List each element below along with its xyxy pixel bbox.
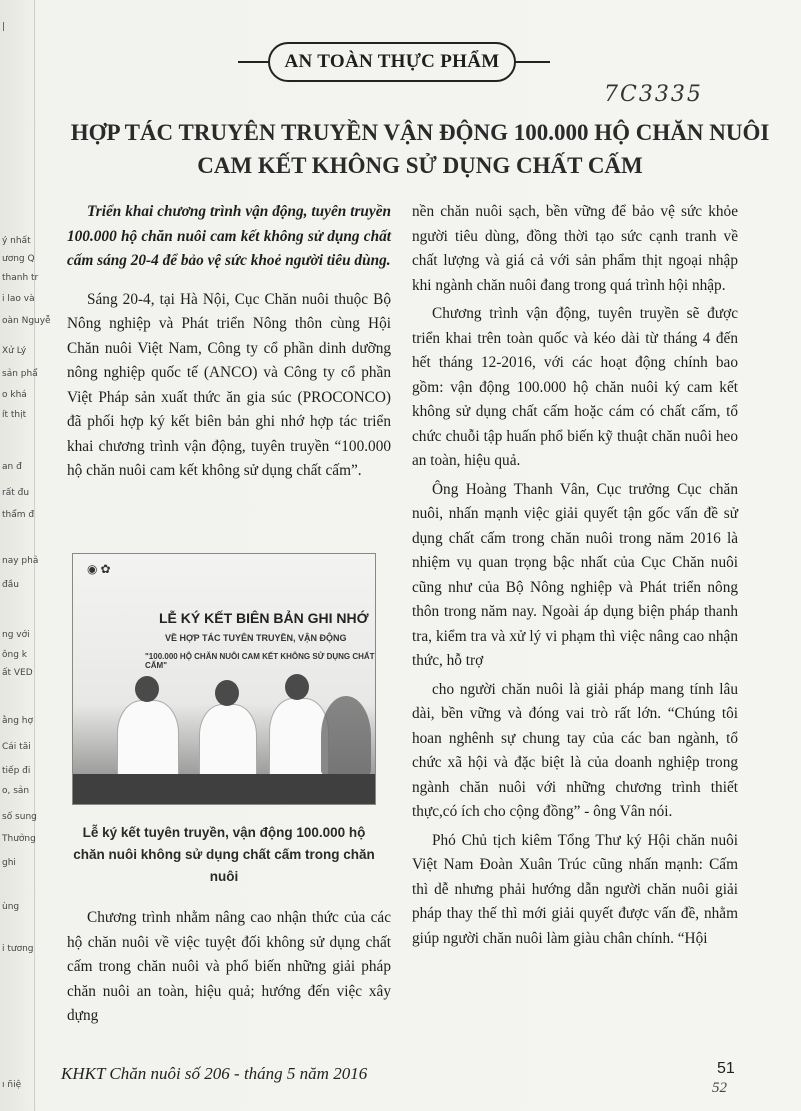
sponsor-logos: ◉ ✿	[87, 562, 111, 576]
photo-table	[73, 774, 375, 804]
photo-head-3	[285, 674, 309, 700]
photo-banner-line3: "100.000 HỘ CHĂN NUÔI CAM KẾT KHÔNG SỬ DỤNG CHẤT CẤM"	[145, 652, 375, 670]
title-line-2: CAM KẾT KHÔNG SỬ DỤNG CHẤT CẤM	[197, 153, 643, 178]
photo-person-2	[199, 704, 257, 782]
lead-paragraph: Triển khai chương trình vận động, tuyên truyền 100.000 hộ chăn nuôi cam kết không sử dụng chất cấm sáng 20-4 để bảo vệ sức khoẻ người tiêu dùng.	[67, 203, 391, 269]
photo-head-1	[135, 676, 159, 702]
left-paragraph-1: Sáng 20-4, tại Hà Nội, Cục Chăn nuôi thuộc Bộ Nông nghiệp và Phát triển Nông thôn cùng Hội Chăn nuôi Việt Nam, Công ty cổ phần dinh dưỡng nông nghiệp quốc tế (ANCO) và Công ty cổ phần Việt Pháp sản xuất thức ăn gia súc (PROCONCO) đã phối hợp ký kết biên bản ghi nhớ hợp tác triển khai chương trình vận động, tuyên truyền “100.000 hộ chăn nuôi cam kết không sử dụng chất cấm”.	[67, 290, 391, 479]
photo-banner-line2: VỀ HỢP TÁC TUYÊN TRUYỀN, VẬN ĐỘNG	[165, 633, 347, 643]
journal-footer: KHKT Chăn nuôi số 206 - tháng 5 năm 2016	[61, 1064, 368, 1083]
binding-gutter: | ý nhất ương Q thanh tr i lao và oàn Nguyễ Xử Lý sản phẩ o khá ít thịt an đ rất đu thẩm đ nay phả đầu ng với ông k ất VED ằng hợ Cái tăi tiếp đi o, sản số sung Thưởng ghi ùng i tương ı ñiệ	[0, 0, 35, 1111]
right-paragraph-4: Phó Chủ tịch kiêm Tổng Thư ký Hội chăn nuôi Việt Nam Đoàn Xuân Trúc cũng nhấn mạnh: Cấm thì dễ nhưng phải hướng dẫn người chăn nuôi giải pháp thay thế thì mới giải quyết được vấn đề, nhằm giúp người chăn nuôi làm giàu chân chính. “Hội	[412, 831, 738, 947]
left-column-bottom	[67, 906, 391, 1033]
left-column-top	[67, 200, 391, 488]
event-photo	[72, 553, 376, 805]
photo-plant	[321, 696, 371, 776]
banner-rule-right	[514, 61, 550, 63]
right-paragraph-3: cho người chăn nuôi là giải pháp mang tính lâu dài, bền vững và đóng vai trò rất lớn. “Chúng tôi hoan nghênh sự chung tay của các ban ngành, tổ chức xã hội và đặc biệt là của doanh nghiệp trong ngành chăn nuôi với những chương trình thiết thực,có ích cho cộng đồng” - ông Vân nói.	[412, 680, 738, 820]
photo-caption: Lễ ký kết tuyên truyền, vận động 100.000 hộ chăn nuôi không sử dụng chất cấm trong chăn nuôi	[73, 825, 375, 884]
section-label: AN TOÀN THỰC PHẨM	[284, 51, 500, 72]
right-paragraph-1: Chương trình vận động, tuyên truyền sẽ được triển khai trên toàn quốc và kéo dài từ tháng 4 đến hết tháng 12-2016, với các hoạt động chính bao gồm: vận động 100.000 hộ chăn nuôi ký cam kết không sử dụng chất cấm hoặc cám có chất cấm, tổ chức chuỗi tập huấn phổ biến kỹ thuật chăn nuôi heo an toàn, hiệu quả.	[412, 305, 738, 469]
right-column	[412, 200, 738, 955]
title-line-1: HỢP TÁC TRUYÊN TRUYỀN VẬN ĐỘNG 100.000 HỘ CHĂN NUÔI	[70, 120, 770, 145]
page-number: 51	[717, 1060, 735, 1077]
section-banner	[268, 42, 516, 82]
photo-person-1	[117, 700, 179, 782]
banner-rule-left	[238, 61, 270, 63]
photo-head-2	[215, 680, 239, 706]
photo-person-3	[269, 698, 329, 782]
right-paragraph-2: Ông Hoàng Thanh Vân, Cục trưởng Cục chăn nuôi, nhấn mạnh việc giải quyết tận gốc vấn đề sử dụng chất cấm trong chăn nuôi trong năm 2016 là nhiệm vụ quan trọng bậc nhất của Cục Chăn nuôi cũng như của Bộ Nông nghiệp và Phát triển nông thôn trong năm nay. Ngoài áp dụng biện pháp thanh tra, kiểm tra và xử lý vi phạm thì việc nâng cao nhận thức, hỗ trợ	[412, 480, 738, 669]
handwritten-note: 7C3335	[604, 82, 703, 107]
handwritten-page-mark: 52	[712, 1080, 727, 1096]
article-title	[40, 116, 800, 182]
left-paragraph-2: Chương trình nhằm nâng cao nhận thức của các hộ chăn nuôi về việc tuyệt đối không sử dụng chất cấm trong chăn nuôi và phổ biến những giải pháp chăn nuôi an toàn, hiệu quả; hướng đến việc xây dựng	[67, 909, 391, 1024]
right-paragraph-0: nền chăn nuôi sạch, bền vững để bảo vệ sức khỏe người tiêu dùng, đồng thời tạo sức cạnh tranh về chất lượng và giá cả với sản phẩm thịt ngoại nhập khi ngành chăn nuôi đang trong quá trình hội nhập.	[412, 203, 738, 294]
photo-banner-title: LỄ KÝ KẾT BIÊN BẢN GHI NHỚ	[159, 610, 369, 626]
